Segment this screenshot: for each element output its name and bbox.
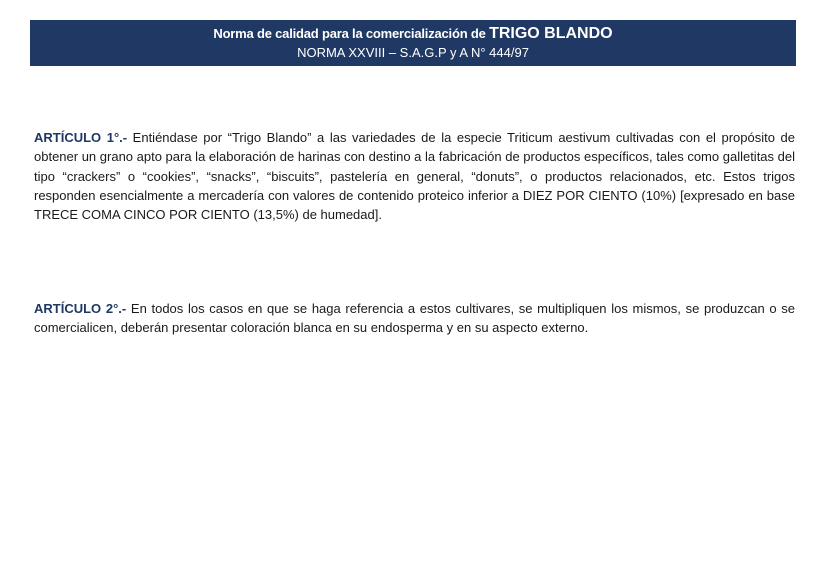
article-2 [34,299,795,338]
document-title [30,25,796,43]
document-subtitle: NORMA XXVIII – S.A.G.P y A N° 444/97 [297,45,529,60]
document-header [30,20,796,66]
article-2-heading: ARTÍCULO 2°.- [34,301,127,316]
article-1 [34,128,795,224]
article-1-heading: ARTÍCULO 1°.- [34,130,128,145]
article-1-text: Entiéndase por “Trigo Blando” a las variedades de la especie Triticum aestivum cultivadas con el propósito de obtener un grano apto para la elaboración de harinas con destino a la fabricación de productos específicos, tales como galletitas del tipo “crackers” o “cookies”, “snacks”, “biscuits”, pastelería en general, “donuts”, o productos relacionados, etc. Estos trigos responden esencialmente a mercadería con valores de contenido proteico inferior a DIEZ POR CIENTO (10%) [expresado en base TRECE COMA CINCO POR CIENTO (13,5%) de humedad]. [34,130,795,223]
article-2-text: En todos los casos en que se haga referencia a estos cultivares, se multipliquen los mismos, se produzcan o se comercialicen, deberán presentar coloración blanca en su endosperma y en su aspecto externo. [34,301,796,336]
title-prefix: Norma de calidad para la comercialización de [213,26,486,41]
title-product: TRIGO BLANDO [489,25,613,42]
